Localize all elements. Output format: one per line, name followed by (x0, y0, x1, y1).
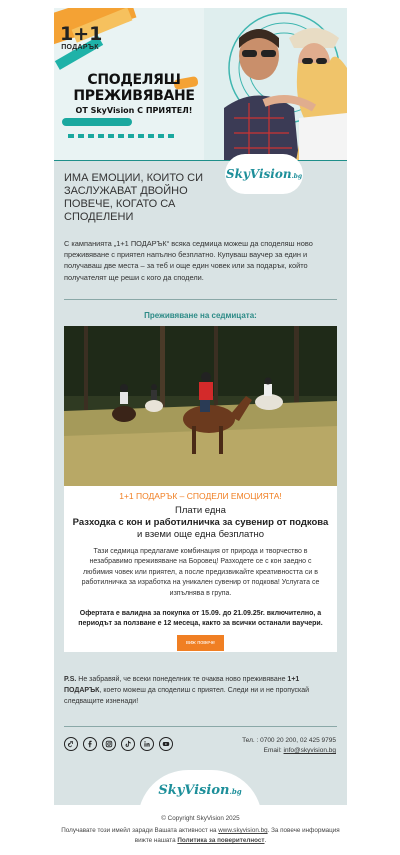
facebook-icon[interactable] (83, 737, 97, 751)
experience-card (64, 326, 337, 652)
card-offer: Офертата е валидна за покупка от 15.09. до 21.09.25г. включително, а периодът за ползване е 12 месеца, както за всички останали ваучери. (78, 610, 323, 628)
link-icon[interactable] (64, 737, 78, 751)
footer-notice (54, 826, 347, 846)
hero-headline-line1: СПОДЕЛЯШ (87, 72, 181, 88)
linkedin-icon[interactable] (140, 737, 154, 751)
footer-site-link[interactable]: www.skyvision.bg (218, 827, 268, 834)
ps-text-1: Не забравяй, че всеки понеделник те очаква ново преживяване (76, 676, 288, 683)
footer-notice-2: . За повече информация вижте нашата (134, 827, 340, 844)
contact-email-label: Email: (263, 747, 284, 754)
ps-text-2: , което можеш да споделиш с приятел. Следи ни и не пропускай следващите изненади! (64, 687, 310, 705)
card-line3: и вземи още една безплатно (136, 529, 264, 540)
badge-number: 1+1 (60, 23, 103, 45)
card-kicker: 1+1 ПОДАРЪК – СПОДЕЛИ ЕМОЦИЯТА! (119, 491, 282, 501)
hero-headline-line3: ОТ SkyVision С ПРИЯТЕЛ! (75, 106, 193, 115)
instagram-icon[interactable] (102, 737, 116, 751)
badge-label: ПОДАРЪК (61, 44, 99, 51)
intro-title: ИМА ЕМОЦИИ, КОИТО СИ ЗАСЛУЖАВАТ ДВОЙНО ПОВЕЧЕ, КОГАТО СА СПОДЕЛЕНИ (64, 172, 204, 223)
email-body (54, 8, 347, 805)
hero-banner[interactable] (54, 8, 347, 161)
footer-legal (54, 814, 347, 846)
footer-notice-1: Получавате този имейл заради Вашата активност на (61, 827, 219, 834)
horse-riding-photo[interactable] (64, 326, 337, 486)
see-more-button[interactable]: виж повече (177, 635, 224, 651)
contact-info (242, 736, 336, 756)
section-divider (64, 299, 337, 300)
brand-logo-text: SkyVision.bg (158, 782, 242, 798)
card-line1: Плати една (175, 505, 226, 516)
contact-phone: Тел. : 0700 20 200, 02 425 9795 (242, 737, 336, 744)
brand-logo-text: SkyVision.bg (225, 167, 303, 181)
card-title: Разходка с кон и работилничка за сувенир от подкова (72, 517, 329, 528)
ps-note (64, 674, 334, 707)
brand-logo-bottom[interactable] (138, 770, 262, 805)
tiktok-icon[interactable] (121, 737, 135, 751)
hero-headline (64, 72, 204, 115)
gift-badge (60, 23, 103, 62)
footer-notice-3: . (264, 837, 267, 844)
hero-deco-stripe (68, 134, 178, 138)
hero-divider (54, 160, 347, 161)
youtube-icon[interactable] (159, 737, 173, 751)
card-description: Тази седмица предлагаме комбинация от природа и творчество в незабравимо преживяване на Боровец! Разходете се с кон заедно с любимия човек или приятел, а после предизвикайте креативността си в работилничка за изработка на уникален сувенир от подкова! Услугата се изпълнява в група. (81, 548, 320, 597)
intro-text: С кампанията „1+1 ПОДАРЪК“ всяка седмица можеш да споделяш ново преживяване с приятел напълно безплатно. Купуваш ваучер за един и получаваш две места – за теб и още един човек или за подарък, който получателят ще реши с кого да сподели. (64, 239, 313, 282)
privacy-policy-link[interactable]: Политика за поверителност (177, 837, 265, 844)
hero-deco-stripe (62, 118, 132, 126)
footer-copyright: © Copyright SkyVision 2025 (161, 815, 240, 822)
brand-logo-top[interactable] (225, 154, 303, 194)
hero-couple-photo (204, 8, 347, 161)
ps-bold: 1+1 ПОДАРЪК (64, 676, 300, 694)
hero-headline-line2: ПРЕЖИВЯВАНЕ (73, 88, 195, 104)
ps-prefix: P.S. (64, 676, 77, 683)
contact-email-row (242, 746, 336, 756)
week-title: Преживяване на седмицата: (144, 311, 257, 320)
section-divider (64, 726, 337, 727)
contact-email-link[interactable]: info@skyvision.bg (283, 747, 336, 754)
social-links (64, 737, 173, 751)
